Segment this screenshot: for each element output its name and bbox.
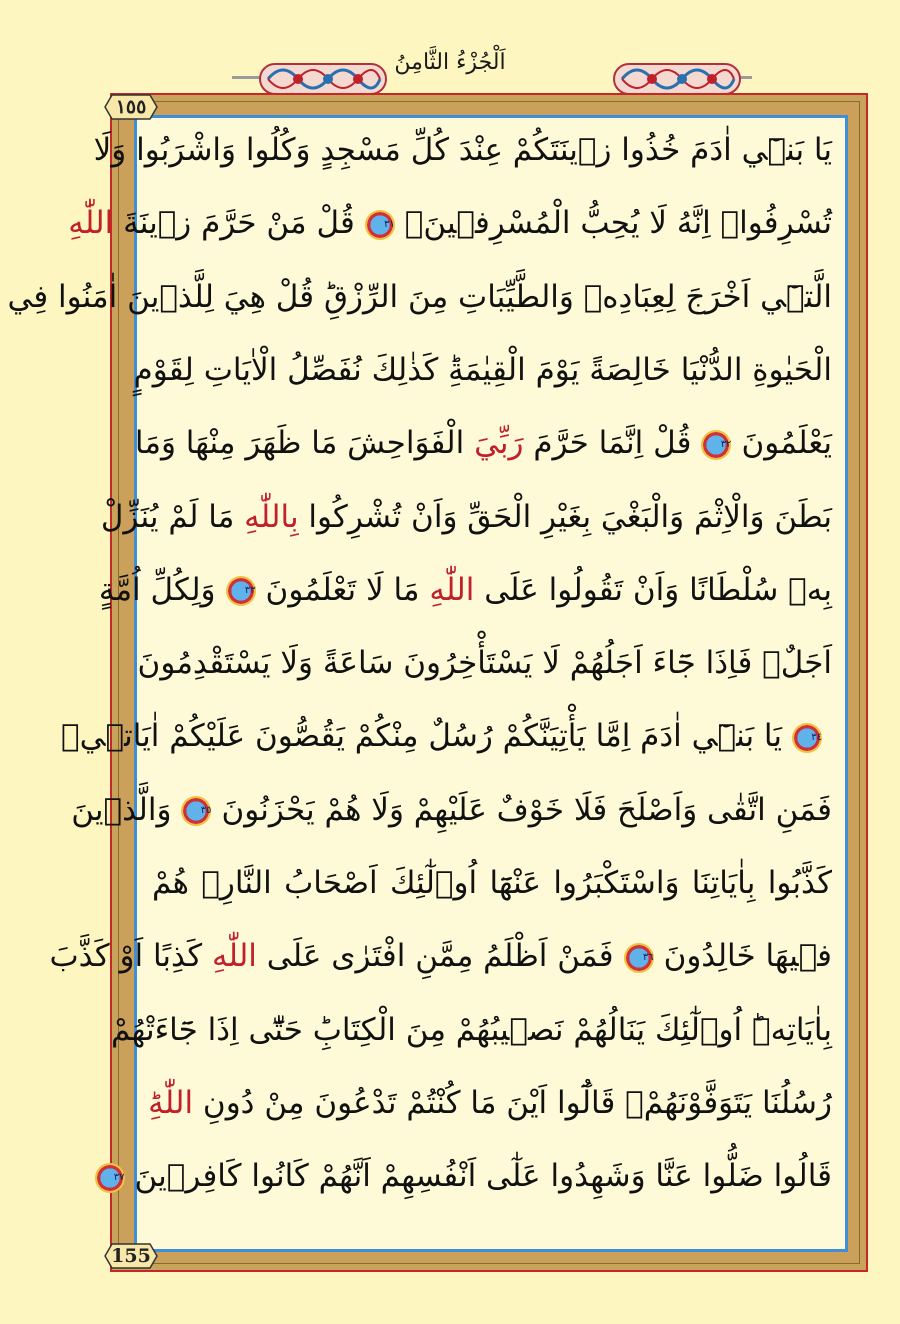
divine-name: اللّٰهِ xyxy=(68,205,114,242)
verse-text: وَلِكُلِّ اُمَّةٍ xyxy=(98,571,216,608)
quran-text xyxy=(7,120,832,1230)
verse-text: الْحَيٰوةِ الدُّنْيَا خَالِصَةً يَوْمَ الْقِيٰمَةِؕ كَذٰلِكَ نُفَصِّلُ الْاٰيَاتِ لِقَوْمٍ xyxy=(133,351,832,388)
verse-number: ٣١ xyxy=(384,218,395,230)
verse-text: كَذِبًا اَوْ كَذَّبَ xyxy=(49,938,212,975)
verse-text: يَا بَنٖٓي اٰدَمَ خُذُوا زٖينَتَكُمْ عِنْدَ كُلِّ مَسْجِدٍ وَكُلُوا وَاشْرَبُوا وَلَا xyxy=(93,132,832,168)
divine-name: رَبِّيَ xyxy=(474,425,524,462)
page-number-top xyxy=(104,93,158,121)
text-line xyxy=(68,193,832,253)
verse-number-marker xyxy=(181,796,211,826)
verse-text: فٖيهَا خَالِدُونَ xyxy=(663,938,832,975)
verse-number: ٣٣ xyxy=(244,585,256,597)
text-line xyxy=(134,413,832,473)
verse-text: كَذَّبُوا بِاٰيَاتِنَا وَاسْتَكْبَرُوا عَنْهَٓا اُو۬لٰٓئِكَ اَصْحَابُ النَّارِۚ هُمْ xyxy=(152,865,832,901)
page-number-bottom xyxy=(104,1242,158,1270)
text-line xyxy=(113,1146,832,1206)
verse-text: رُسُلُنَا يَتَوَفَّوْنَهُمْۙ قَالُٓوا اَيْنَ مَا كُنْتُمْ تَدْعُونَ مِنْ دُونِ xyxy=(193,1084,832,1121)
verse-text: مَا لَمْ يُنَزِّلْ xyxy=(100,498,245,535)
text-line xyxy=(49,926,832,986)
verse-text: بِهٖ سُلْطَانًا وَاَنْ تَقُولُوا عَلَى xyxy=(474,571,832,608)
text-line xyxy=(148,1073,832,1133)
verse-text: يَا بَنٖٓي اٰدَمَ اِمَّا يَأْتِيَنَّكُمْ رُسُلٌ مِنْكُمْ يَقُصُّونَ عَلَيْكُمْ اٰيَاتٖيۙ xyxy=(61,718,782,755)
page-number-bottom-label: 155 xyxy=(111,1245,151,1267)
text-line xyxy=(152,853,832,913)
divine-name: اللّٰهِ xyxy=(429,571,475,608)
text-line xyxy=(111,1000,832,1060)
verse-text: قَالُوا ضَلُّوا عَنَّا وَشَهِدُوا عَلٰٓى اَنْفُسِهِمْ اَنَّهُمْ كَانُوا كَافِرٖينَ xyxy=(134,1158,832,1195)
verse-text: قُلْ اِنَّمَا حَرَّمَ xyxy=(523,425,692,462)
verse-number: ٣٤ xyxy=(811,731,822,743)
verse-number: ٣٦ xyxy=(642,951,654,963)
verse-text: الَّتٖٓي اَخْرَجَ لِعِبَادِهٖ وَالطَّيِّبَاتِ مِنَ الرِّزْقِؕ قُلْ هِيَ لِلَّذٖينَ اٰمَنُوا فِي xyxy=(7,278,832,315)
text-line xyxy=(61,706,832,766)
verse-number-marker xyxy=(95,1163,125,1193)
verse-text: بَطَنَ وَالْاِثْمَ وَالْبَغْيَ بِغَيْرِ الْحَقِّ وَاَنْ تُشْرِكُوا xyxy=(298,498,832,535)
divine-name: بِاللّٰهِ xyxy=(244,498,299,535)
verse-number-marker xyxy=(792,723,822,753)
text-line xyxy=(98,560,832,620)
verse-number-marker xyxy=(624,943,654,973)
verse-text: الْفَوَاحِشَ مَا ظَهَرَ مِنْهَا وَمَا xyxy=(134,425,475,462)
verse-number: ٣٧ xyxy=(113,1171,125,1183)
verse-number: ٣٥ xyxy=(200,805,212,817)
text-line xyxy=(93,120,832,180)
verse-text: فَمَنْ اَظْلَمُ مِمَّنِ افْتَرٰى عَلَى xyxy=(256,938,614,975)
verse-text: فَمَنِ اتَّقٰى وَاَصْلَحَ فَلَا خَوْفٌ عَلَيْهِمْ وَلَا هُمْ يَحْزَنُونَ xyxy=(221,791,832,828)
verse-text: تُسْرِفُواۚ اِنَّهُ لَا يُحِبُّ الْمُسْرِفٖينَ۟ xyxy=(404,205,832,242)
text-line xyxy=(7,267,832,327)
verse-number-marker xyxy=(226,576,256,606)
verse-text: اَجَلٌۚ فَاِذَا جَٓاءَ اَجَلُهُمْ لَا يَسْتَأْخِرُونَ سَاعَةً وَلَا يَسْتَقْدِمُونَ xyxy=(137,645,832,682)
verse-text: مَا لَا تَعْلَمُونَ xyxy=(265,571,430,608)
text-line xyxy=(71,780,832,840)
verse-text: وَالَّذٖينَ xyxy=(71,791,172,828)
text-line xyxy=(133,340,832,400)
text-line xyxy=(137,633,832,693)
verse-number: ٣٢ xyxy=(720,438,732,450)
juz-title: اَلْجُزْءُ الثَّامِنُ xyxy=(394,50,506,75)
verse-text: قُلْ مَنْ حَرَّمَ زٖينَةَ xyxy=(113,205,355,242)
page-number-top-label: ١٥٥ xyxy=(115,96,147,118)
verse-text: بِاٰيَاتِهٖؕ اُو۬لٰٓئِكَ يَنَالُهُمْ نَصٖيبُهُمْ مِنَ الْكِتَابِؕ حَتّٰٓى اِذَا جَٓاءَتْهُمْ xyxy=(111,1011,832,1048)
verse-number-marker xyxy=(701,430,731,460)
verse-text: يَعْلَمُونَ xyxy=(741,425,832,462)
divine-name: اللّٰهِ xyxy=(211,938,257,975)
divine-name: اللّٰهِؕ xyxy=(148,1084,194,1121)
verse-number-marker xyxy=(365,210,395,240)
text-line xyxy=(100,487,832,547)
